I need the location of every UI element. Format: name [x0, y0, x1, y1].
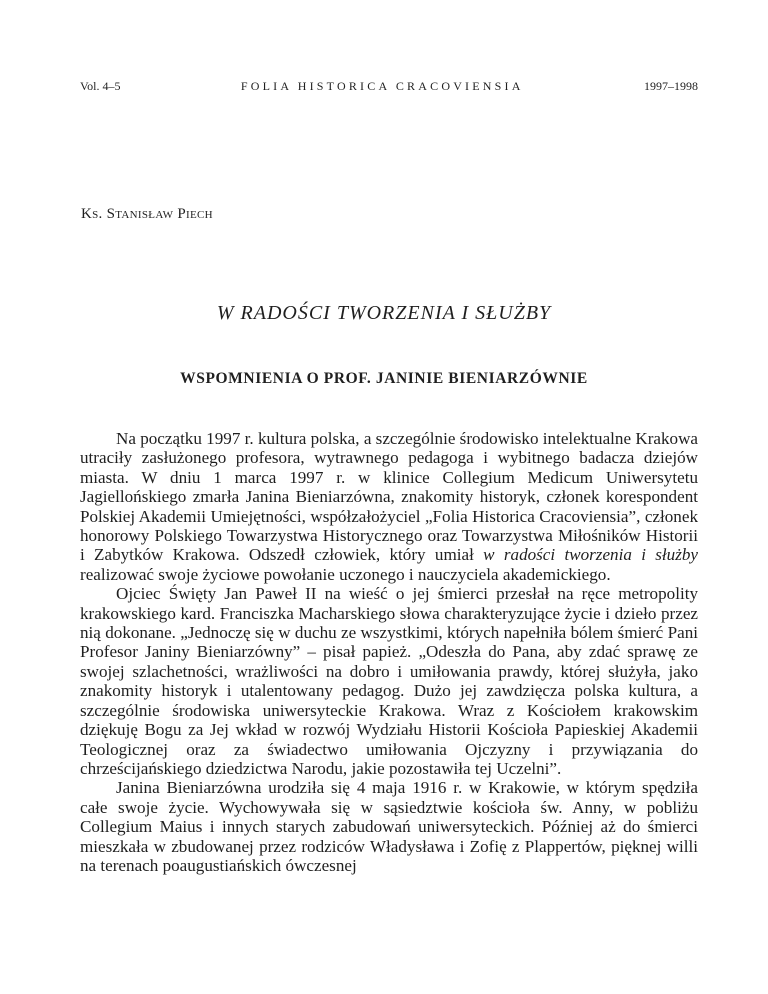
article-title: W RADOŚCI TWORZENIA I SŁUŻBY — [216, 302, 552, 324]
article-body — [80, 429, 698, 875]
journal-title: FOLIA HISTORICA CRACOVIENSIA — [240, 79, 524, 93]
paragraph-2: Ojciec Święty Jan Paweł II na wieść o jej śmierci przesłał na ręce metropolity krakowskiego kard. Franciszka Macharskiego słowa charakteryzujące życie i dzieło przez nią dokonane. „Jednoczę się w duchu ze wszystkimi, których napełniła bólem śmierć Pani Profesor Janiny Bieniarzówny” – pisał papież. „Odeszła do Pana, aby zdać sprawę ze swojej szlachetności, wrażliwości na dobro i umiłowania prawdy, której służyła, jako znakomity historyk i utalentowany pedagog. Dużo jej zawdzięcza polska kultura, a szczególnie środowiska uniwersyteckie Krakowa. Wraz z Kościołem krakowskim dziękuję Bogu za Jej wkład w rozwój Wydziału Historii Kościoła Papieskiej Akademii Teologicznej oraz za świadectwo umiłowania Ojczyzny i przywiązania do chrześcijańskiego dziedzictwa Narodu, jakie pozostawiła tej Uczelni”. — [80, 584, 698, 778]
year-range: 1997–1998 — [644, 79, 698, 93]
paragraph-1-text: Na początku 1997 r. kultura polska, a szczególnie środowisko intelektualne Krakowa utraciły zasłużonego profesora, wytrawnego pedagoga i wybitnego badacza dziejów miasta. W dniu 1 marca 1997 r. w klinice Collegium Medicum Uniwersytetu Jagiellońskiego zmarła Janina Bieniarzówna, znakomity historyk, członek korespondent Polskiej Akademii Umiejętności, współzałożyciel „Folia Historica Cracoviensia”, członek honorowy Polskiego Towarzystwa Historycznego oraz Towarzystwa Miłośników Historii i Zabytków Krakowa. Odszedł człowiek, który umiał — [80, 429, 698, 565]
paragraph-1-italic: w radości tworzenia i służby — [483, 545, 698, 565]
article-subtitle: WSPOMNIENIA O PROF. JANINIE BIENIARZÓWNIE — [180, 370, 588, 387]
running-head — [80, 79, 698, 94]
paragraph-1 — [80, 429, 698, 584]
paragraph-1-end: realizować swoje życiowe powołanie uczonego i nauczyciela akademickiego. — [80, 564, 611, 584]
author-name: Ks. Stanisław Piech — [81, 206, 213, 222]
volume-label: Vol. 4–5 — [80, 79, 121, 93]
paragraph-3: Janina Bieniarzówna urodziła się 4 maja 1916 r. w Krakowie, w którym spędziła całe swoje życie. Wychowywała się w sąsiedztwie kościoła św. Anny, w pobliżu Collegium Maius i innych starych zabudowań uniwersyteckich. Później aż do śmierci mieszkała w zbudowanej przez rodziców Władysława i Zofię z Plappertów, pięknej willi na terenach poaugustiańskich ówczesnej — [80, 778, 698, 875]
